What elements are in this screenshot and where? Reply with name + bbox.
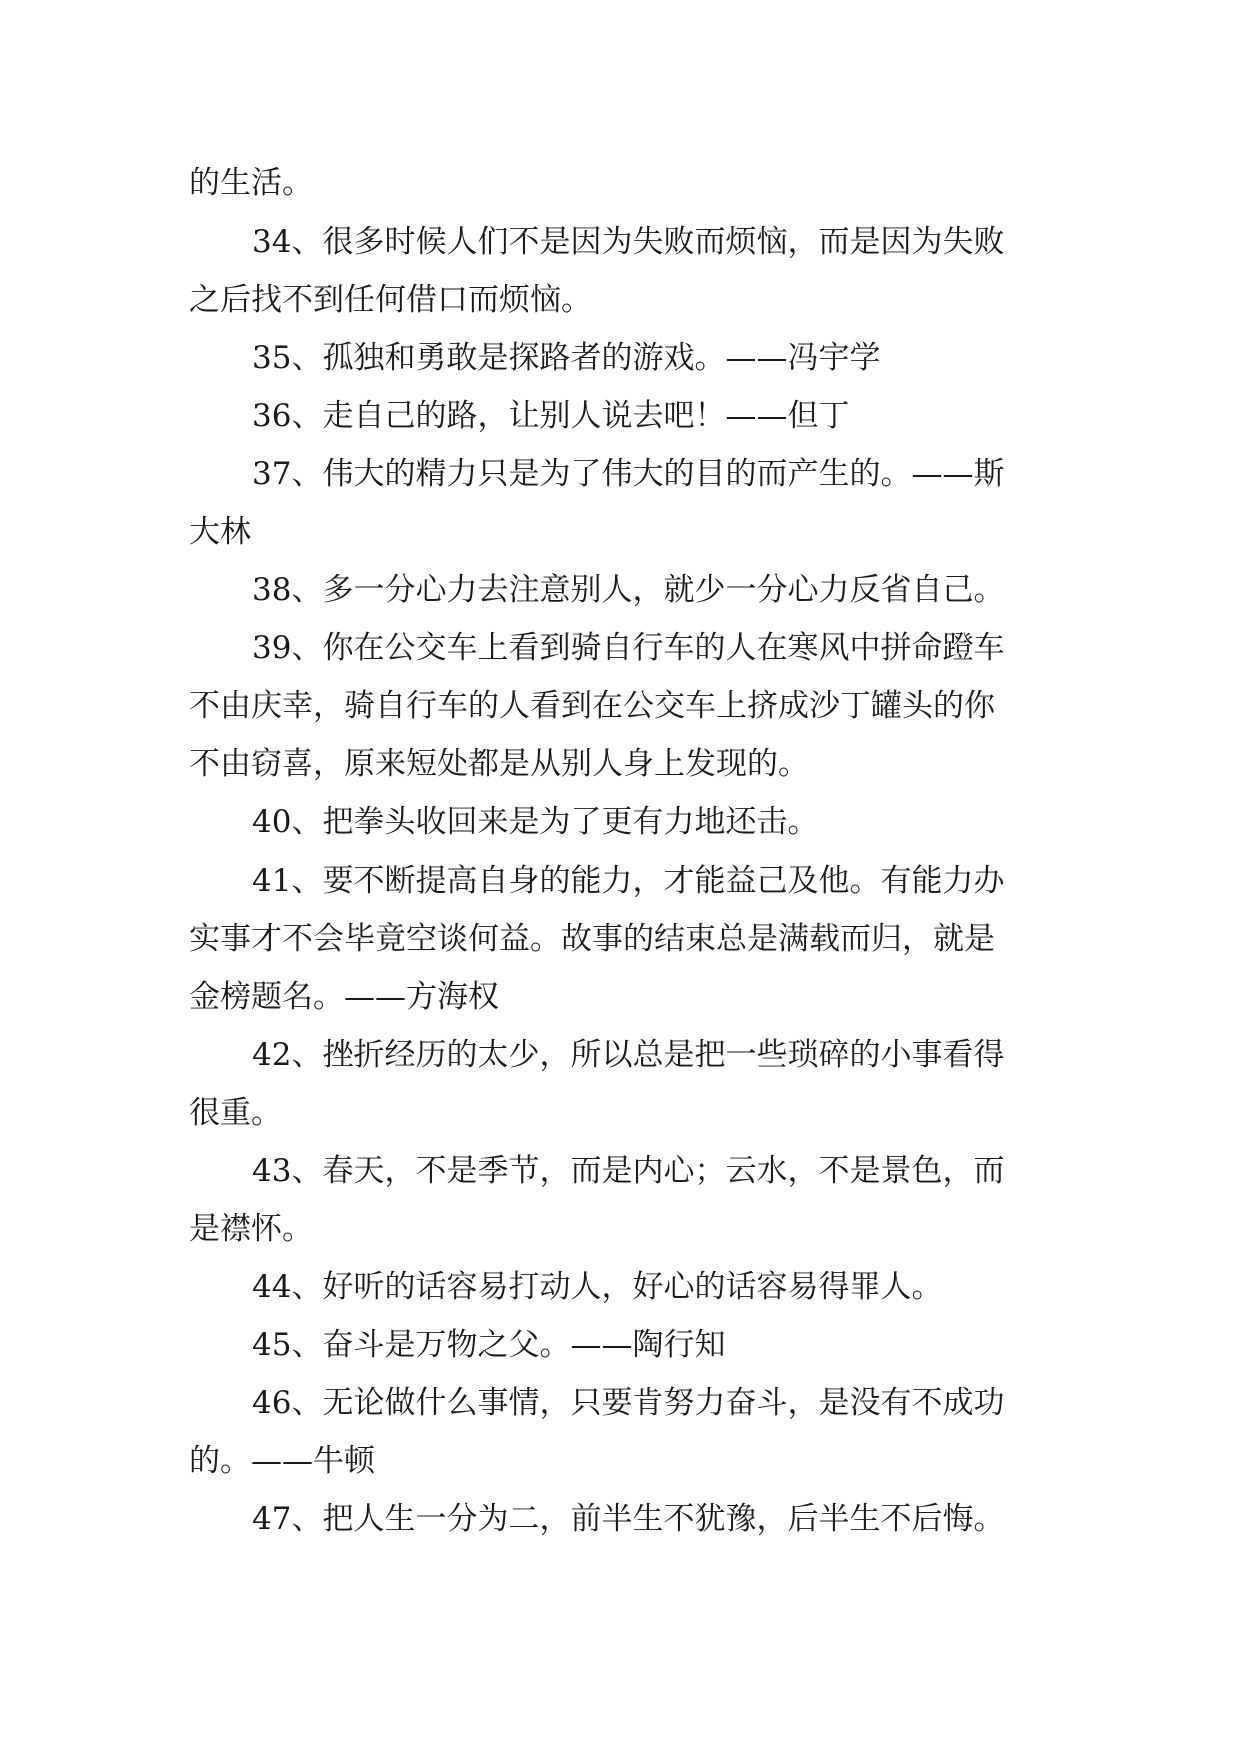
text-line: 41、要不断提高自身的能力，才能益己及他。有能力办 (252, 863, 1005, 899)
text-line: 44、好听的话容易打动人，好心的话容易得罪人。 (252, 1269, 943, 1305)
text-line: 34、很多时候人们不是因为失败而烦恼，而是因为失败 (252, 224, 1005, 260)
text-line: 47、把人生一分为二，前半生不犹豫，后半生不后悔。 (252, 1501, 1005, 1537)
text-line: 很重。 (189, 1095, 282, 1131)
text-line: 46、无论做什么事情，只要肯努力奋斗，是没有不成功 (252, 1385, 1005, 1421)
text-line: 是襟怀。 (189, 1211, 313, 1247)
text-line: 36、走自己的路，让别人说去吧！——但丁 (252, 398, 850, 434)
text-line: 43、春天，不是季节，而是内心；云水，不是景色，而 (252, 1153, 1005, 1189)
text-line: 42、挫折经历的太少，所以总是把一些琐碎的小事看得 (252, 1037, 1005, 1073)
text-line: 45、奋斗是万物之父。——陶行知 (252, 1327, 726, 1363)
text-line: 实事才不会毕竟空谈何益。故事的结束总是满载而归，就是 (189, 921, 995, 957)
text-line: 39、你在公交车上看到骑自行车的人在寒风中拼命蹬车 (252, 630, 1005, 666)
text-line: 37、伟大的精力只是为了伟大的目的而产生的。——斯 (252, 456, 1005, 492)
text-line: 之后找不到任何借口而烦恼。 (189, 282, 592, 318)
text-line: 的。——牛顿 (189, 1443, 375, 1479)
text-line: 35、孤独和勇敢是探路者的游戏。——冯宇学 (252, 340, 881, 376)
text-line: 的生活。 (189, 165, 313, 201)
text-line: 40、把拳头收回来是为了更有力地还击。 (252, 804, 819, 840)
text-line: 大林 (189, 514, 251, 550)
text-line: 不由庆幸，骑自行车的人看到在公交车上挤成沙丁罐头的你 (189, 688, 995, 724)
text-line: 金榜题名。——方海权 (189, 979, 499, 1015)
text-line: 38、多一分心力去注意别人，就少一分心力反省自己。 (252, 572, 1005, 608)
text-line: 不由窃喜，原来短处都是从别人身上发现的。 (189, 746, 809, 782)
